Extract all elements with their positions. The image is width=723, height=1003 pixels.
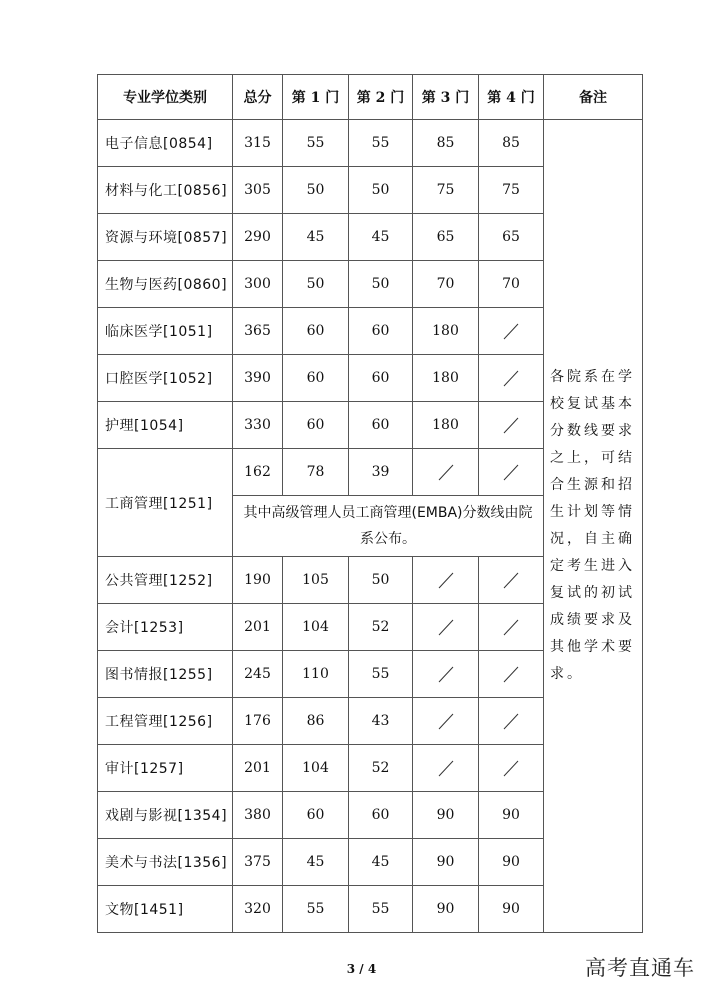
not-applicable-slash (437, 571, 455, 589)
not-applicable-slash (502, 571, 520, 589)
subject-2-score: 45 (349, 839, 413, 886)
category-name: 戏剧与影视[1354] (98, 792, 233, 839)
subject-3-score (413, 604, 479, 651)
subject-4-score (479, 355, 544, 402)
watermark: 高考直通车 (585, 956, 695, 980)
subject-1-score: 55 (283, 886, 349, 933)
category-name: 护理[1054] (98, 402, 233, 449)
not-applicable-slash (502, 416, 520, 434)
remark-note: 各院系在学校复试基本分数线要求之上，可结合生源和招生计划等情况，自主确定考生进入复试的初试成绩要求及其他学术要求。 (544, 120, 643, 933)
subject-2-score: 55 (349, 886, 413, 933)
subject-1-score: 104 (283, 604, 349, 651)
not-applicable-slash (437, 665, 455, 683)
subject-3-score: 90 (413, 839, 479, 886)
category-name: 文物[1451] (98, 886, 233, 933)
not-applicable-slash (437, 618, 455, 636)
header-subject-4: 第 4 门 (479, 75, 544, 120)
header-remark: 备注 (544, 75, 643, 120)
subject-1-score: 55 (283, 120, 349, 167)
subject-1-score: 60 (283, 792, 349, 839)
category-name: 工程管理[1256] (98, 698, 233, 745)
header-subject-3: 第 3 门 (413, 75, 479, 120)
category-name: 公共管理[1252] (98, 557, 233, 604)
subject-1-score: 105 (283, 557, 349, 604)
subject-1-score: 110 (283, 651, 349, 698)
category-name: 审计[1257] (98, 745, 233, 792)
not-applicable-slash (502, 618, 520, 636)
header-subject-2: 第 2 门 (349, 75, 413, 120)
subject-4-score (479, 604, 544, 651)
total-score: 375 (233, 839, 283, 886)
subject-3-score: 65 (413, 214, 479, 261)
subject-3-score (413, 557, 479, 604)
subject-2-score: 55 (349, 651, 413, 698)
category-name: 生物与医药[0860] (98, 261, 233, 308)
subject-3-score: 70 (413, 261, 479, 308)
subject-2-score: 45 (349, 214, 413, 261)
subject-4-score (479, 557, 544, 604)
category-name: 电子信息[0854] (98, 120, 233, 167)
not-applicable-slash (502, 665, 520, 683)
category-name: 临床医学[1051] (98, 308, 233, 355)
subject-1-score: 60 (283, 355, 349, 402)
category-name: 会计[1253] (98, 604, 233, 651)
subject-3-score (413, 698, 479, 745)
subject-3-score: 90 (413, 792, 479, 839)
subject-1-score: 45 (283, 839, 349, 886)
not-applicable-slash (502, 712, 520, 730)
header-category: 专业学位类别 (98, 75, 233, 120)
page-number: 3 / 4 (346, 962, 377, 976)
subject-2-score: 50 (349, 167, 413, 214)
total-score: 380 (233, 792, 283, 839)
subject-3-score (413, 449, 479, 496)
subject-3-score: 180 (413, 402, 479, 449)
subject-2-score: 39 (349, 449, 413, 496)
subject-4-score: 90 (479, 839, 544, 886)
subject-1-score: 50 (283, 261, 349, 308)
subject-1-score: 104 (283, 745, 349, 792)
subject-3-score: 85 (413, 120, 479, 167)
subject-4-score: 90 (479, 792, 544, 839)
subject-4-score (479, 651, 544, 698)
total-score: 201 (233, 604, 283, 651)
not-applicable-slash (502, 463, 520, 481)
total-score: 190 (233, 557, 283, 604)
subject-4-score: 65 (479, 214, 544, 261)
total-score: 201 (233, 745, 283, 792)
not-applicable-slash (502, 322, 520, 340)
subject-2-score: 50 (349, 557, 413, 604)
subject-4-score (479, 698, 544, 745)
subject-2-score: 43 (349, 698, 413, 745)
subject-4-score: 85 (479, 120, 544, 167)
header-subject-1: 第 1 门 (283, 75, 349, 120)
total-score: 290 (233, 214, 283, 261)
subject-3-score: 180 (413, 308, 479, 355)
total-score: 365 (233, 308, 283, 355)
total-score: 390 (233, 355, 283, 402)
not-applicable-slash (502, 759, 520, 777)
subject-4-score: 75 (479, 167, 544, 214)
subject-3-score (413, 651, 479, 698)
subject-2-score: 52 (349, 604, 413, 651)
subject-2-score: 60 (349, 402, 413, 449)
subject-4-score (479, 308, 544, 355)
subject-2-score: 60 (349, 355, 413, 402)
not-applicable-slash (437, 463, 455, 481)
category-name: 资源与环境[0857] (98, 214, 233, 261)
subject-4-score (479, 402, 544, 449)
subject-1-score: 45 (283, 214, 349, 261)
subject-1-score: 60 (283, 308, 349, 355)
table-row (98, 120, 643, 167)
subject-2-score: 52 (349, 745, 413, 792)
header-row (98, 75, 643, 120)
not-applicable-slash (502, 369, 520, 387)
subject-2-score: 50 (349, 261, 413, 308)
total-score: 330 (233, 402, 283, 449)
not-applicable-slash (437, 759, 455, 777)
subject-1-score: 78 (283, 449, 349, 496)
total-score: 245 (233, 651, 283, 698)
total-score: 320 (233, 886, 283, 933)
subject-3-score: 90 (413, 886, 479, 933)
subject-3-score (413, 745, 479, 792)
subject-1-score: 86 (283, 698, 349, 745)
subject-4-score: 90 (479, 886, 544, 933)
subject-2-score: 60 (349, 792, 413, 839)
subject-4-score (479, 449, 544, 496)
score-table (97, 74, 643, 933)
subject-3-score: 75 (413, 167, 479, 214)
subject-4-score: 70 (479, 261, 544, 308)
category-name: 图书情报[1255] (98, 651, 233, 698)
total-score: 176 (233, 698, 283, 745)
not-applicable-slash (437, 712, 455, 730)
subject-4-score (479, 745, 544, 792)
total-score: 305 (233, 167, 283, 214)
subject-1-score: 60 (283, 402, 349, 449)
category-name: 材料与化工[0856] (98, 167, 233, 214)
emba-note: 其中高级管理人员工商管理(EMBA)分数线由院系公布。 (233, 496, 544, 557)
category-name: 工商管理[1251] (98, 449, 233, 557)
total-score: 300 (233, 261, 283, 308)
category-name: 美术与书法[1356] (98, 839, 233, 886)
subject-2-score: 60 (349, 308, 413, 355)
category-name: 口腔医学[1052] (98, 355, 233, 402)
subject-3-score: 180 (413, 355, 479, 402)
header-total: 总分 (233, 75, 283, 120)
total-score: 162 (233, 449, 283, 496)
total-score: 315 (233, 120, 283, 167)
subject-2-score: 55 (349, 120, 413, 167)
subject-1-score: 50 (283, 167, 349, 214)
